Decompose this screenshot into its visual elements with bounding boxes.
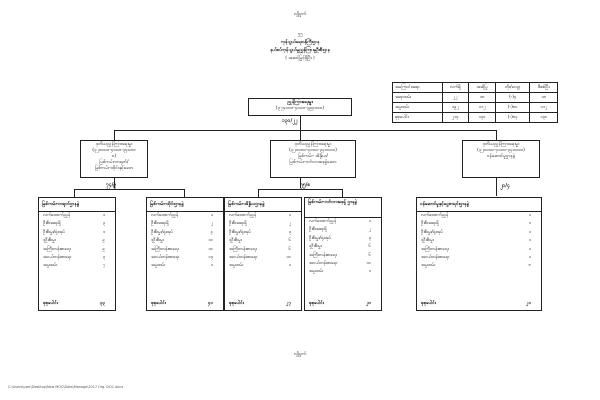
staff-row	[39, 246, 115, 254]
staff-count: ၃	[102, 254, 105, 260]
staff-count: ၇	[102, 263, 105, 269]
summary-cell: ၁၃၀	[530, 113, 558, 123]
staff-count: ၆	[288, 238, 291, 244]
staff-count: ၂	[288, 221, 291, 227]
summary-cell: ၁၈	[530, 93, 558, 103]
staff-role: လက်ထောက်ညွှန်	[151, 213, 179, 218]
summary-header-row	[393, 83, 558, 93]
section-title: မြစ်ကမ်း-တရုတ်ဌာနခွဲ	[39, 198, 115, 212]
connector-line	[496, 130, 497, 140]
summary-header: အကြောင်းအရာ	[393, 83, 443, 93]
staff-row	[417, 262, 541, 270]
chart-number: ၅၅	[297, 32, 303, 37]
staff-role: ဒုဦးစီးမှူး	[309, 244, 322, 250]
section-title: မြစ်ကမ်း-ထိုင်းဌာနခွဲ	[147, 198, 223, 212]
section-total	[421, 300, 541, 307]
total-label: စုစုပေါင်း	[421, 301, 436, 306]
summary-row	[393, 103, 558, 113]
staff-row	[305, 252, 381, 260]
summary-cell: ၁၁၂	[530, 103, 558, 113]
deputy-right-scope: ဝန်ဆောင်မှုဌာနခွဲ	[486, 154, 516, 159]
section-column	[38, 197, 116, 311]
connector-line	[74, 189, 184, 190]
deputy-left-scope: မြစ်ကမ်း-တရုတ်/	[99, 160, 129, 165]
staff-row	[147, 262, 223, 270]
staff-role: ဦးစီးမှူး/ရုံးအုပ်	[151, 229, 173, 235]
staff-role: ဒုဦးစီးမှူး	[229, 238, 242, 244]
staff-count: ၃	[102, 221, 105, 227]
connector-line	[258, 189, 259, 197]
staff-count: ၁	[528, 229, 531, 235]
deputy-left-pay: (၃၂၀၀၀၀-၄၀၀၀-၃၄၀၀၀	[92, 148, 136, 153]
staff-row	[305, 260, 381, 268]
section-total	[229, 300, 301, 307]
staff-count: ၂	[368, 227, 371, 233]
staff-role: ဦးစီးမှူး/ရုံးအုပ်	[309, 235, 331, 241]
connector-line	[300, 178, 301, 188]
staff-role: အကြီးတန်းစာရေး	[421, 246, 449, 252]
staff-role: အမှုထမ်း	[151, 263, 166, 269]
total-value: ၂၇	[286, 301, 291, 306]
section-column	[224, 197, 302, 311]
deputy-mid-count: ၅၅/၈	[300, 182, 311, 188]
staff-role: ဦးစီးအရာရှိ	[421, 221, 439, 227]
staff-count: ၁	[102, 213, 105, 218]
summary-header: လက်ရှိ	[442, 83, 468, 93]
staff-role: ဒုဦးစီးမှူး	[151, 238, 164, 244]
staff-row	[305, 218, 381, 226]
staff-count: ၄	[210, 229, 213, 235]
staff-row	[225, 212, 301, 220]
staff-row	[225, 229, 301, 237]
director-general-title: ညွှန်ကြားရေးမှူး	[287, 100, 313, 105]
staff-role: ဦးစီးမှူး/ရုံးအုပ်	[421, 229, 443, 235]
section-total	[309, 300, 381, 307]
staff-count: ၈	[528, 263, 531, 269]
staff-count: ၁	[368, 269, 371, 275]
staff-row	[305, 226, 381, 234]
staff-role: ဦးစီးအရာရှိ	[151, 221, 169, 227]
staff-role: အငယ်တန်းစာရေး	[309, 260, 338, 266]
staff-count: ၁	[288, 213, 291, 218]
summary-header: အဆိုပြု	[468, 83, 495, 93]
staff-count: ၁	[528, 238, 531, 244]
staff-role: အငယ်တန်းစာရေး	[421, 254, 450, 260]
connector-line	[300, 116, 301, 130]
staff-count: ၆	[288, 246, 291, 252]
staff-count: ၁	[368, 219, 371, 224]
staff-row	[417, 212, 541, 220]
staff-role: ဦးစီးအရာရှိ	[43, 221, 61, 227]
connector-line	[114, 178, 115, 188]
staff-count: ၃	[368, 235, 371, 241]
deputy-left-count: ၇၄/၉	[106, 182, 117, 188]
staff-role: အမှုထမ်း	[309, 269, 324, 275]
staff-count: ၁၀	[208, 238, 213, 244]
section-title: မြစ်ကမ်း-အိန္ဒိယဌာနခွဲ	[225, 198, 301, 212]
deputy-director-left-box	[80, 140, 148, 178]
section-title: ဝန်ဆောင်မှုနှင့်ငွေစာရင်းဌာနခွဲ	[417, 198, 541, 212]
staff-role: အငယ်တန်းစာရေး	[43, 254, 72, 260]
summary-cell: (-)၄	[496, 93, 530, 103]
staff-count: ၁	[528, 246, 531, 252]
staff-row	[39, 212, 115, 220]
staff-count: ၁	[528, 221, 531, 227]
director-general-box	[248, 98, 352, 116]
summary-cell: ၂၂	[442, 93, 468, 103]
secrecy-label-top: လျှို့ဝှက်	[293, 12, 307, 17]
deputy-mid-scope: မြစ်ကမ်း- အိန္ဒိယ/	[298, 154, 328, 159]
staff-row	[417, 220, 541, 228]
section-total	[43, 300, 115, 307]
staff-row	[39, 220, 115, 228]
staff-row	[39, 254, 115, 262]
staff-role: အငယ်တန်းစာရေး	[151, 254, 180, 260]
deputy-director-right-box	[462, 140, 540, 178]
staff-row	[305, 235, 381, 243]
staff-row	[147, 254, 223, 262]
total-label: စုစုပေါင်း	[151, 301, 166, 306]
department-title: နယ်စပ်ကုန်သွယ်မှုညွှန်ကြားမှုဦးစီးဌာန	[270, 48, 330, 53]
summary-cell: ၂၁၄	[442, 113, 468, 123]
connector-line	[496, 178, 497, 196]
staff-role: အကြီးတန်းစာရေး	[151, 246, 179, 252]
summary-cell: ၁၉၂	[442, 103, 468, 113]
staff-count: ၁	[210, 263, 213, 269]
staff-row	[417, 254, 541, 262]
connector-line	[258, 189, 342, 190]
staff-row	[147, 229, 223, 237]
connector-line	[300, 130, 301, 140]
connector-line	[114, 130, 496, 131]
staff-row	[305, 268, 381, 276]
ministry-title: ကုန်သွယ်ရေးဝန်ကြီးဌာန	[280, 40, 320, 45]
section-title: မြစ်ကမ်း-ဘင်္ဂလားဒေ့ရှ် ဌာနခွဲ	[305, 198, 381, 218]
summary-cell: အရာထမ်း	[393, 93, 443, 103]
staff-role: ဒုဦးစီးမှူး	[43, 238, 56, 244]
file-path: C:\Users\user\Desktop\New MOC\Data\Manage\2017 Org. DOC.docx	[8, 385, 124, 389]
staff-count: ၁	[102, 229, 105, 235]
staff-row	[225, 246, 301, 254]
summary-cell: ၁၈	[468, 93, 495, 103]
summary-header: တိုး/လျော့	[496, 83, 530, 93]
summary-row	[393, 93, 558, 103]
staff-row	[39, 262, 115, 270]
staff-count: ၆	[368, 244, 371, 250]
staff-count: ၁၀	[208, 246, 213, 252]
summary-cell: အမှုထမ်း	[393, 103, 443, 113]
deputy-director-mid-box	[270, 140, 356, 178]
staff-role: လက်ထောက်ညွှန်	[229, 213, 257, 218]
summary-table	[392, 82, 558, 123]
staff-count: ၉	[102, 246, 105, 252]
deputy-left-pay-cont: ၀)	[111, 154, 117, 159]
staff-count: ၁	[210, 213, 213, 218]
staff-row	[225, 237, 301, 245]
director-general-pay: (၃၇၄၀၀၀-၄၀၀၀-၃၉၄၀၀၀)	[275, 106, 325, 111]
total-value: ၂၁	[526, 301, 531, 306]
total-value: ၂၈	[366, 301, 371, 306]
staff-row	[417, 246, 541, 254]
director-general-count: ၁၃၀/၂၂	[282, 118, 298, 124]
deputy-right-title: ဒုတိယညွှန်ကြားရေးမှူး	[482, 142, 520, 147]
staff-row	[305, 243, 381, 251]
summary-cell: (-)၈၀	[496, 103, 530, 113]
staff-role: ဦးစီးမှူး/ရုံးအုပ်	[229, 229, 251, 235]
connector-line	[184, 189, 185, 197]
secrecy-label-bottom: လျှို့ဝှက်	[293, 352, 307, 357]
scope-label: ( အဆင့်မြှင့်ရှိပြီး )	[285, 56, 315, 61]
total-value: ၃၃	[99, 301, 105, 306]
staff-count: ၁	[528, 213, 531, 218]
section-column	[146, 197, 224, 311]
deputy-right-pay: (၃၂၀၀၀၀-၄၀၀၀-၃၄၀၀၀၀)	[477, 148, 525, 153]
staff-role: လက်ထောက်ညွှန်	[421, 213, 449, 218]
summary-cell: ၁၃၀	[468, 113, 495, 123]
section-column	[304, 197, 382, 311]
summary-header: စီစစ်ပြီး	[530, 83, 558, 93]
staff-role: အကြီးတန်းစာရေး	[309, 252, 337, 258]
staff-role: ဒုဦးစီးမှူး	[421, 238, 434, 244]
staff-role: ဦးစီးမှူး/ရုံးအုပ်	[43, 229, 65, 235]
section-total	[151, 300, 223, 307]
staff-row	[39, 237, 115, 245]
summary-cell: စုစုပေါင်း	[393, 113, 443, 123]
staff-row	[225, 262, 301, 270]
summary-cell: (-)၈၄	[496, 113, 530, 123]
deputy-right-count: ၂၁/၄	[500, 183, 510, 189]
connector-line	[114, 130, 115, 140]
staff-row	[39, 229, 115, 237]
staff-role: လက်ထောက်ညွှန်	[43, 213, 71, 218]
total-label: စုစုပေါင်း	[309, 301, 324, 306]
deputy-mid-title: ဒုတိယညွှန်ကြားရေးမှူး	[294, 142, 332, 147]
staff-row	[225, 220, 301, 228]
staff-role: အမှုထမ်း	[229, 263, 244, 269]
staff-count: ၁	[528, 254, 531, 260]
staff-count: ၁၃	[208, 254, 213, 260]
staff-count: ၁၀	[286, 254, 291, 260]
deputy-mid-scope-cont: မြစ်ကမ်း-ဘင်္ဂလားဒေ့ရှ်ခေတ	[289, 160, 337, 165]
total-value: ၄၁	[207, 301, 213, 306]
deputy-left-title: ဒုတိယညွှန်ကြားရေးမှူး	[95, 142, 133, 147]
staff-role: အကြီးတန်းစာရေး	[43, 246, 71, 252]
deputy-mid-pay: (၃၂၀၀၀၀-၄၀၀၀-၃၄၀၀၀၀)	[289, 148, 337, 153]
staff-row	[147, 212, 223, 220]
section-column	[416, 197, 542, 311]
staff-role: အငယ်တန်းစာရေး	[229, 254, 258, 260]
total-label: စုစုပေါင်း	[229, 301, 244, 306]
staff-count: ၆	[368, 252, 371, 258]
staff-row	[417, 237, 541, 245]
deputy-left-scope-cont: မြစ်ကမ်း-ထိုင်းနှင့်ခေတ	[94, 166, 134, 171]
staff-row	[417, 229, 541, 237]
staff-role: အမှုထမ်း	[421, 263, 436, 269]
staff-count: ၂	[210, 221, 213, 227]
staff-count: ၃	[288, 229, 291, 235]
staff-count: ၁	[288, 263, 291, 269]
staff-role: အကြီးတန်းစာရေး	[229, 246, 257, 252]
connector-line	[74, 189, 75, 197]
staff-role: အမှုထမ်း	[43, 263, 58, 269]
summary-row	[393, 113, 558, 123]
staff-role: လက်ထောက်ညွှန်	[309, 219, 337, 224]
total-label: စုစုပေါင်း	[43, 301, 58, 306]
staff-row	[225, 254, 301, 262]
staff-role: ဦးစီးအရာရှိ	[229, 221, 247, 227]
staff-role: ဦးစီးအရာရှိ	[309, 227, 327, 233]
connector-line	[342, 189, 343, 197]
staff-count: ၁၀	[366, 260, 371, 266]
staff-row	[147, 246, 223, 254]
summary-cell: ၁၁၂	[468, 103, 495, 113]
staff-row	[147, 220, 223, 228]
staff-count: ၉	[102, 238, 105, 244]
staff-row	[147, 237, 223, 245]
